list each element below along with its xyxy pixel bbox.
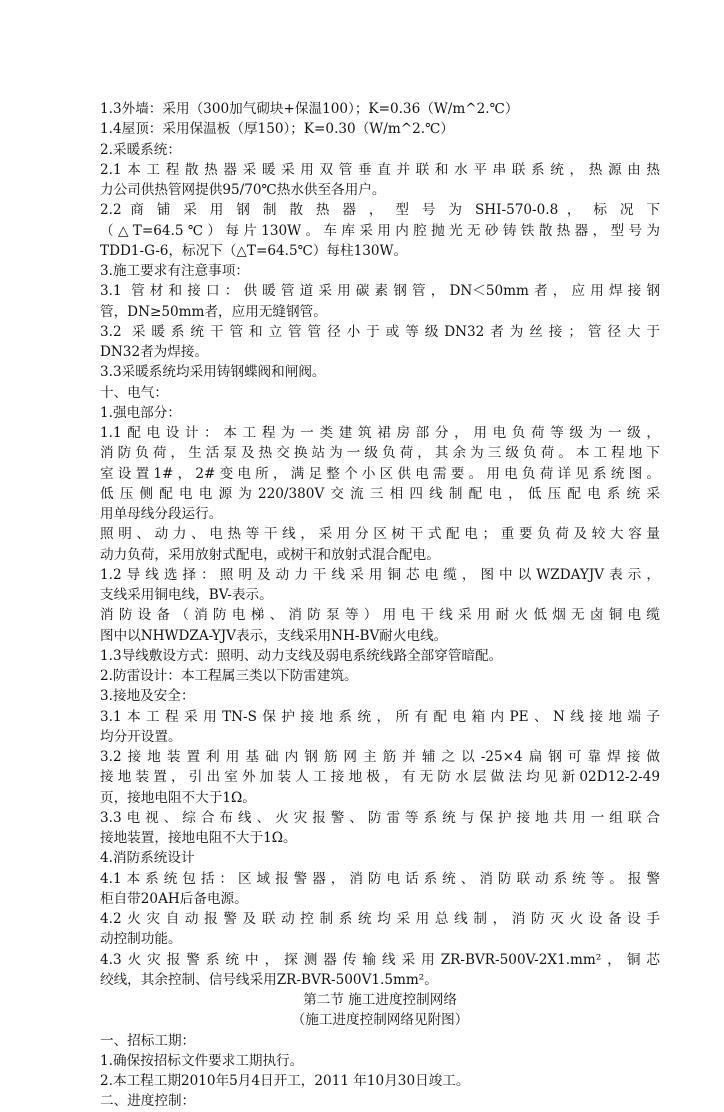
text-line: 3.施工要求有注意事项： bbox=[100, 263, 249, 279]
text-line: 3.3采暖系统均采用铸钢蝶阀和闸阀。 bbox=[100, 364, 326, 381]
text-line: 十、电气： bbox=[100, 384, 168, 401]
text-line: 一、招标工期： bbox=[100, 1032, 196, 1049]
text-line: 4.3火灾报警系统中，探测器传输线采用ZR-BVR-500V-2X1.mm²，铜芯 bbox=[100, 951, 660, 968]
text-line: 4.2火灾自动报警及联动控制系统均采用总线制，消防灭火设备设手 bbox=[100, 911, 660, 927]
text-line: 管，DN≥50mm者，应用无缝钢管。 bbox=[100, 303, 327, 320]
text-line: 接地装置，接地电阻不大于1Ω。 bbox=[100, 830, 297, 846]
text-line: 3.接地及安全： bbox=[100, 688, 195, 705]
text-line: 用单母线分段运行。 bbox=[100, 506, 223, 522]
text-line: TDD1-G-6，标况下（△T=64.5℃）每柱130W。 bbox=[100, 242, 408, 259]
text-line: （△T=64.5℃）每片130W。车库采用内腔抛光无砂铸铁散热器，型号为 bbox=[100, 222, 660, 239]
text-line: 1.1配电设计：本工程为一类建筑裙房部分，用电负荷等级为一级， bbox=[100, 425, 660, 441]
text-line: 1.强电部分： bbox=[100, 404, 181, 421]
text-line: 支线采用铜电线，BV-表示。 bbox=[100, 587, 273, 603]
text-line: 均分开设置。 bbox=[100, 728, 182, 745]
text-line: 2.采暖系统： bbox=[100, 141, 181, 158]
text-line: 接地装置，引出室外加装人工接地极，有无防水层做法均见新02D12-2-49 bbox=[100, 769, 660, 786]
text-line: 低压侧配电电源为220/380V交流三相四线制配电，低压配电系统采 bbox=[100, 485, 660, 502]
text-line: 3.1 管材和接口：供暖管道采用碳素钢管，DN＜50mm者，应用焊接钢 bbox=[100, 283, 660, 300]
text-line: DN32者为焊接。 bbox=[100, 344, 209, 360]
text-line: 绞线，其余控制、信号线采用ZR-BVR-500V1.5mm²。 bbox=[100, 971, 438, 988]
text-line: 4.消防系统设计 bbox=[100, 850, 195, 867]
text-line: 图中以NHWDZA-YJV表示，支线采用NH-BV耐火电线。 bbox=[100, 627, 448, 644]
text-line: 柜自带20AH后备电源。 bbox=[100, 890, 248, 907]
text-line: 1.3导线敷设方式：照明、动力支线及弱电系统线路全部穿管暗配。 bbox=[100, 647, 503, 664]
text-line: 3.3电视、综合布线、火灾报警、防雷等系统与保护接地共用一组联合 bbox=[100, 809, 660, 826]
text-line: 3.2接地装置利用基础内钢筋网主筋并辅之以-25×4扁钢可靠焊接做 bbox=[100, 749, 660, 765]
text-line: 2.防雷设计：本工程属三类以下防雷建筑。 bbox=[100, 668, 358, 684]
text-line: 室设置1#，2#变电所，满足整个小区供电需要。用电负荷详见系统图。 bbox=[100, 465, 660, 482]
text-line: 1.确保按招标文件要求工期执行。 bbox=[100, 1052, 304, 1069]
text-line: 3.1本工程采用TN-S保护接地系统，所有配电箱内PE、N线接地端子 bbox=[100, 708, 660, 725]
text-line: 2.本工程工期2010年5月4日开工，2011 年10月30日竣工。 bbox=[100, 1073, 470, 1089]
text-line: 1.3外墙：采用（300加气砌块+保温100）；K=0.36（W/m^2.℃） bbox=[100, 101, 519, 117]
text-line: 照明、动力、电热等干线，采用分区树干式配电；重要负荷及较大容量 bbox=[100, 526, 660, 543]
document-page bbox=[100, 99, 660, 1112]
text-line: 1.2导线选择：照明及动力干线采用铜芯电缆，图中以WZDAYJV表示， bbox=[100, 566, 660, 583]
text-line: 2.2 商 铺 采 用 钢 制 散 热 器 ， 型 号 为 SHI-570-0.8 ， 标 况 下 bbox=[100, 202, 660, 219]
text-line: 页，接地电阻不大于1Ω。 bbox=[100, 789, 256, 806]
text-line: 3.2 采暖系统干管和立管管径小于或等级DN32者为丝接；管径大于 bbox=[100, 323, 660, 340]
text-line: 力公司供热管网提供95/70℃热水供至各用户。 bbox=[100, 182, 386, 198]
text-line: 4.1本系统包括：区域报警器，消防电话系统、消防联动系统等。报警 bbox=[100, 870, 660, 887]
section-heading: （施工进度控制网络见附图） bbox=[291, 1012, 469, 1029]
text-line: 消防负荷，生活泵及热交换站为一级负荷，其余为三级负荷。本工程地下 bbox=[100, 445, 660, 462]
text-line: 二、进度控制： bbox=[100, 1093, 196, 1110]
section-heading: 第二节 施工进度控制网络 bbox=[303, 992, 457, 1008]
text-line: 消防设备（消防电梯、消防泵等）用电干线采用耐火低烟无卤铜电缆 bbox=[100, 607, 660, 624]
text-line: 动控制功能。 bbox=[100, 931, 182, 948]
text-line: 2.1本工程散热器采暖采用双管垂直并联和水平串联系统，热源由热 bbox=[100, 161, 660, 178]
text-line: 1.4屋顶：采用保温板（厚150）；K=0.30（W/m^2.℃） bbox=[100, 121, 454, 138]
text-line: 动力负荷，采用放射式配电，或树干和放射式混合配电。 bbox=[100, 546, 440, 563]
